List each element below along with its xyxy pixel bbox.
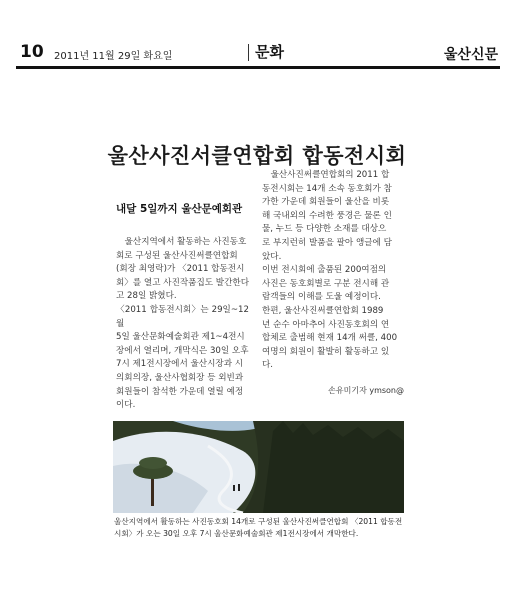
photo-caption: 울산지역에서 활동하는 사진동호회 14개로 구성된 울산사진써클연합회 〈2011 합동전시회〉가 오는 30일 오후 7시 울산문화예술회관 제1전시장에서 개막한다. (114, 517, 403, 538)
article-photo (113, 421, 404, 513)
column-1-text: 울산지역에서 활동하는 사진동호 회로 구성된 울산사진써클연합회 (회장 최영락)가 〈2011 합동전시 회〉를 열고 사진작품집도 발간한다 고 28일 밝혔다. 〈2011 합동전시회〉는 29일~12월 5일 울산문화예술회관 제1~4전시 장에서 열리며, 개막식은 30일 오후 7시 제1전시장에서 울산시장과 시 의회의장, 울산사협회장 등 외빈과 회원들이 참석한 가운데 열릴 예정 이다. (116, 237, 250, 411)
article-column-2 (262, 169, 402, 373)
article-column-1 (116, 236, 249, 413)
paper-name: 울산신문 (443, 47, 498, 63)
masthead (16, 40, 500, 66)
masthead-rule (16, 66, 500, 69)
byline: 손유미기자 ymson@ (328, 386, 404, 395)
page-number: 10 (20, 42, 44, 62)
article-subhead: 내달 5일까지 울산문예회관 (116, 203, 243, 215)
section-name: 문화 (248, 44, 284, 61)
issue-date: 2011년 11월 29일 화요일 (54, 51, 173, 62)
column-2-text: 울산사진써클연합회의 2011 합 동전시회는 14개 소속 동호회가 참 가한 가운데 회원들이 울산을 비롯 해 국내외의 수려한 풍경은 물론 인 물, 누드 등 다양한 소재를 대상으 로 부지런히 발품을 팔아 앵글에 담 았다. 이번 전시회에 출품된 200여점의 사진은 동호회별로 구분 전시해 관 람객들의 이해를 도울 예정이다. 한편, 울산사진써클연합회 1989 년 순수 아마추어 사진동호회의 연 합체로 출범해 현재 14개 써클, 400 여명의 회원이 활발히 활동하고 있 다. (262, 170, 398, 371)
article-headline: 울산사진서클연합회 합동전시회 (107, 143, 407, 168)
landscape-photo-icon (113, 421, 404, 513)
